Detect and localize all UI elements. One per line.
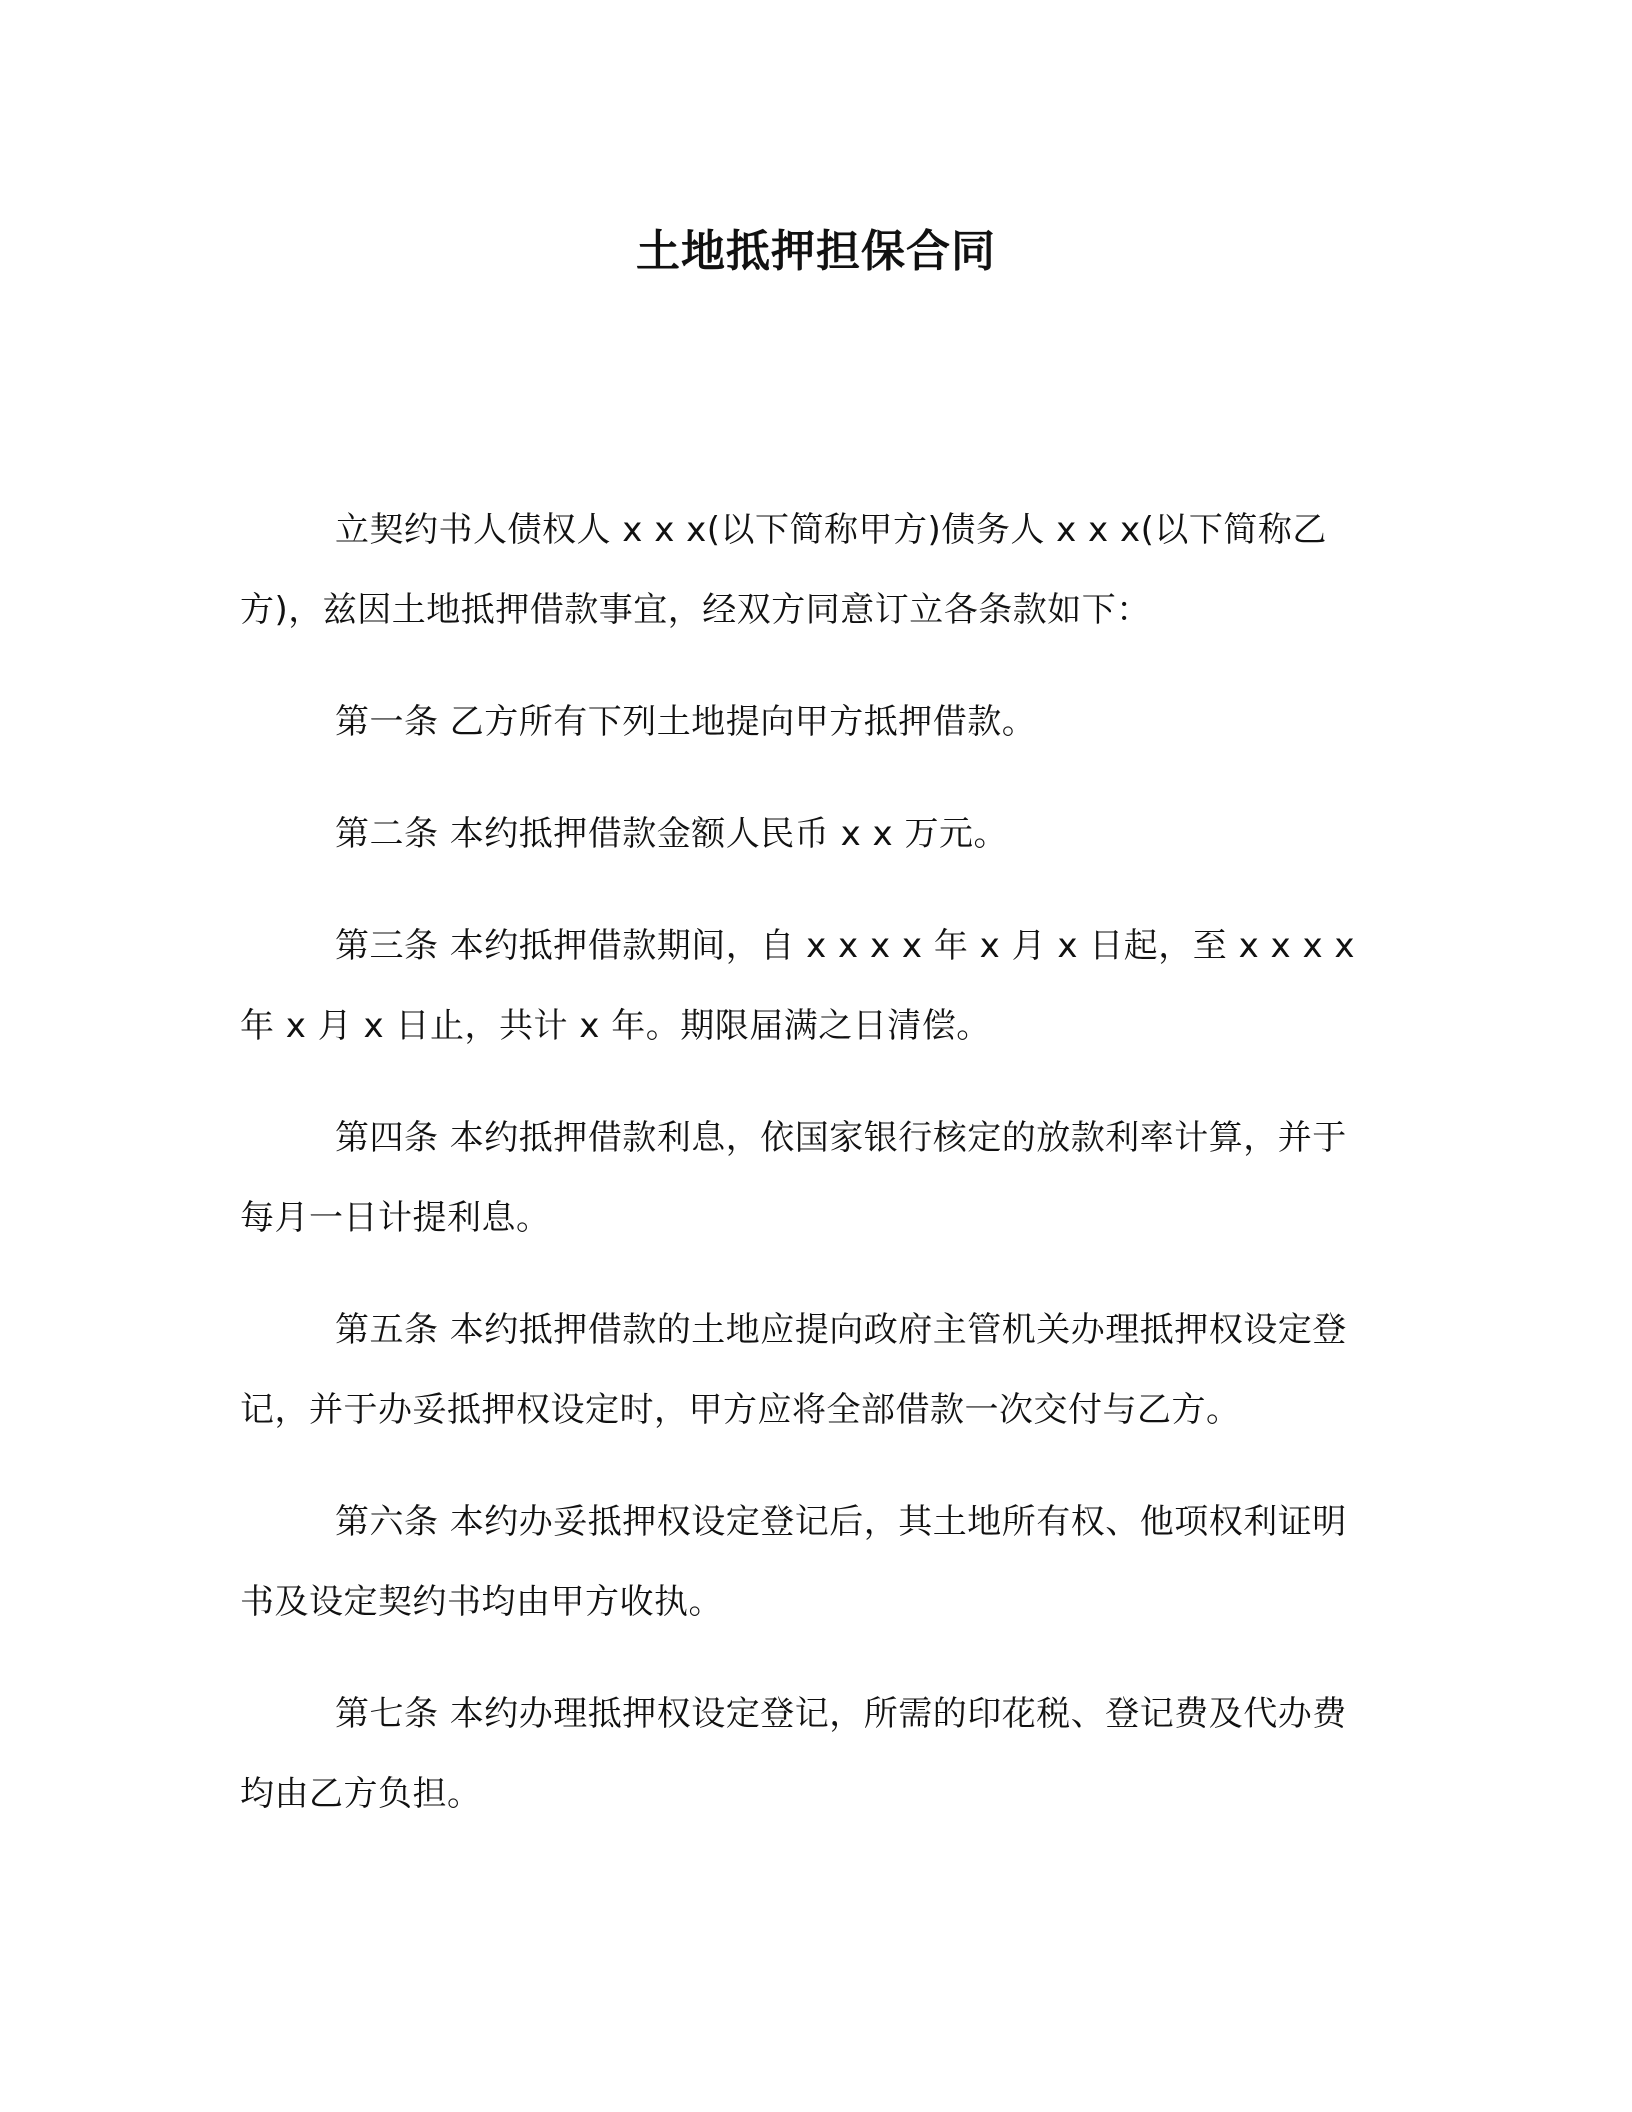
article-7-paragraph: 第七条 本约办理抵押权设定登记，所需的印花税、登记费及代办费均由乙方负担。 [240,1694,1347,1814]
article-4-paragraph: 第四条 本约抵押借款利息，依国家银行核定的放款利率计算，并于每月一日计提利息。 [240,1118,1347,1238]
article-3-paragraph: 第三条 本约抵押借款期间，自 x x x x 年 x 月 x 日起，至 x x x x 年 x 月 x 日止，共计 x 年。期限届满之日清偿。 [240,926,1356,1046]
document-title: 土地抵押担保合同 [636,226,996,277]
article-1-paragraph: 第一条 乙方所有下列土地提向甲方抵押借款。 [335,702,1037,742]
preamble-paragraph: 立契约书人债权人 x x x(以下简称甲方)债务人 x x x(以下简称乙方)，兹因土地抵押借款事宜，经双方同意订立各条款如下： [240,510,1327,630]
article-5-paragraph: 第五条 本约抵押借款的土地应提向政府主管机关办理抵押权设定登记，并于办妥抵押权设定时，甲方应将全部借款一次交付与乙方。 [240,1310,1347,1430]
document-body [240,490,1380,1866]
article-2-paragraph: 第二条 本约抵押借款金额人民币 x x 万元。 [335,814,1008,854]
article-6-paragraph: 第六条 本约办妥抵押权设定登记后，其土地所有权、他项权利证明书及设定契约书均由甲方收执。 [240,1502,1347,1622]
